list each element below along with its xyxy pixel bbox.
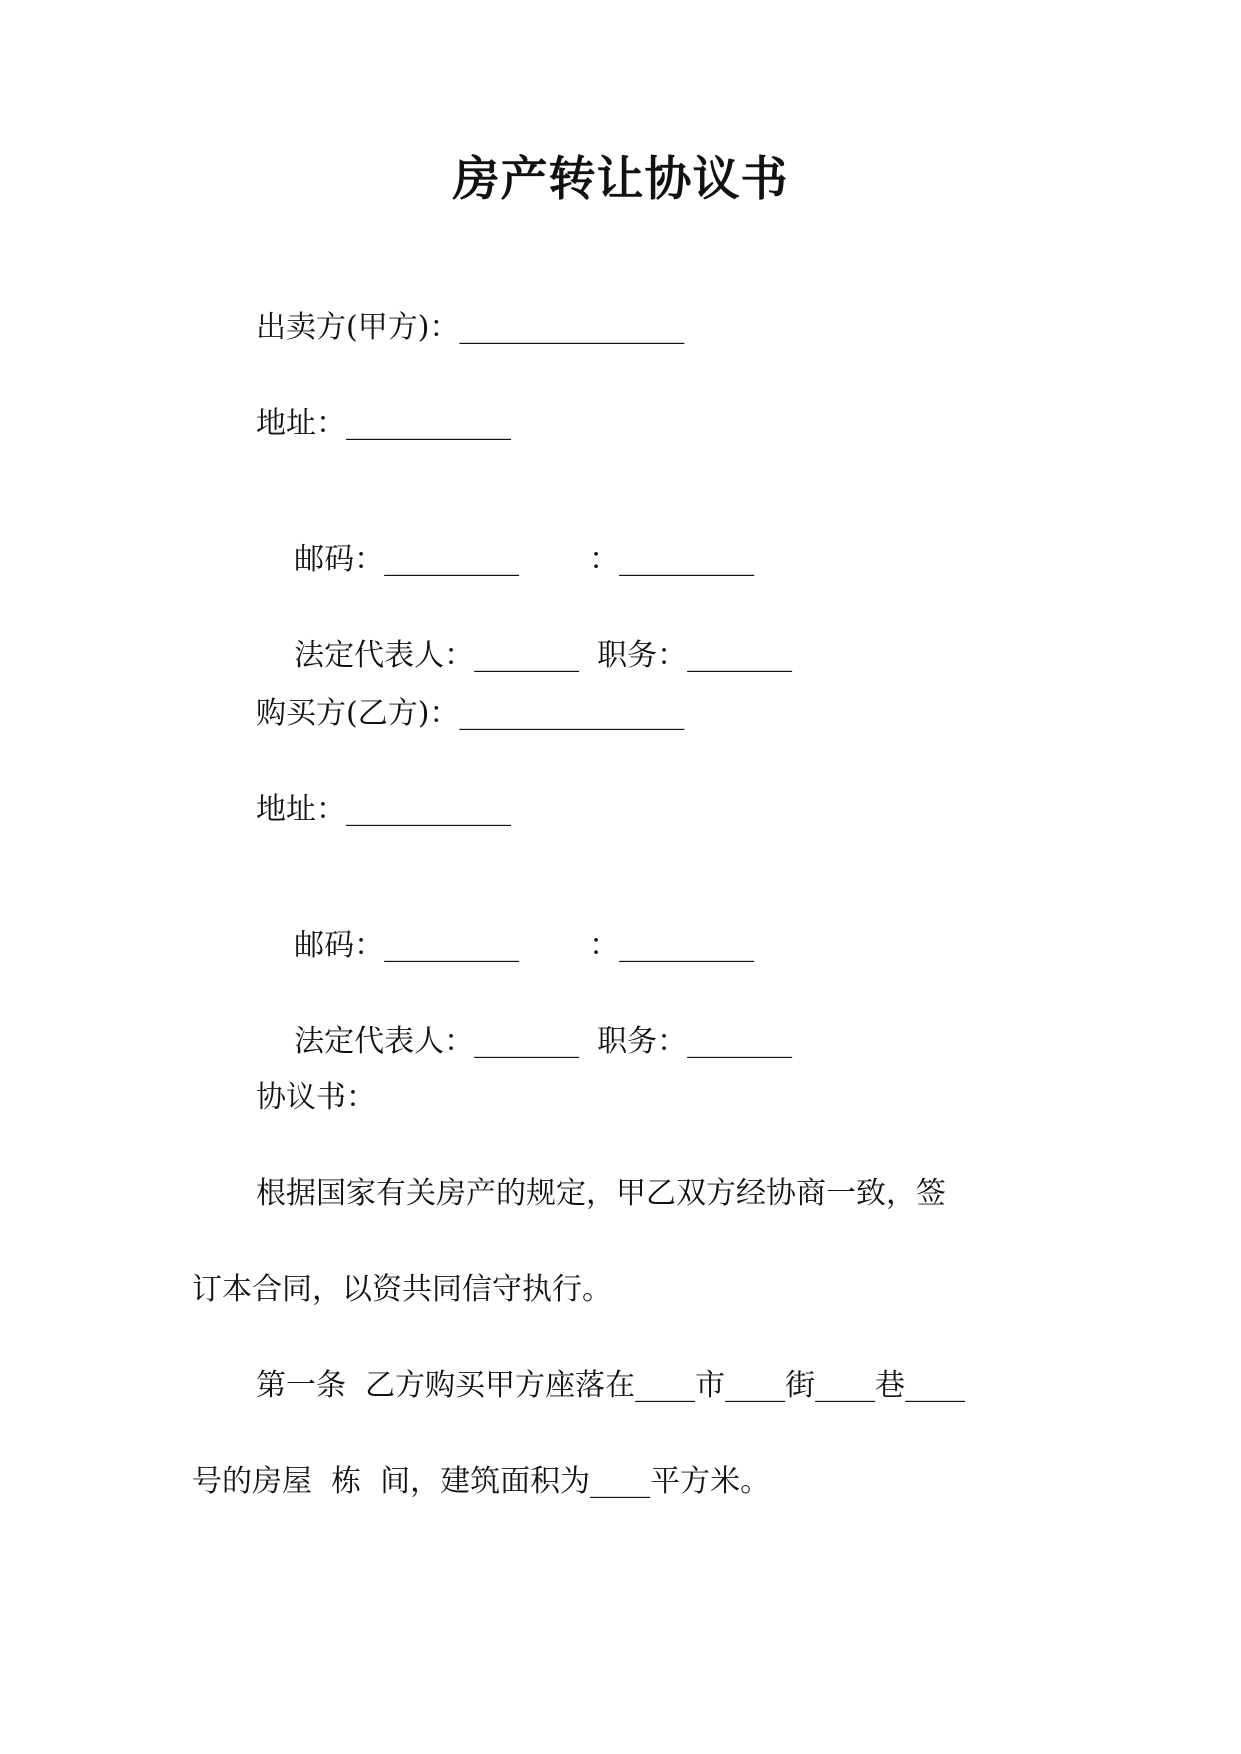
- seller-phone: ：_________: [589, 542, 755, 577]
- buyer-representative: 法定代表人：_______: [294, 1024, 580, 1059]
- article-1-line-1: 第一条 乙方购买甲方座落在____市____街____巷____: [256, 1368, 966, 1403]
- seller-postcode: 邮码：_________: [294, 542, 520, 577]
- seller-position: 职务：_______: [597, 638, 793, 673]
- buyer-address-line: 地址：___________: [256, 792, 511, 827]
- article-1-line-2: 号的房屋 栋 间，建筑面积为____平方米。: [192, 1464, 771, 1499]
- buyer-postcode: 邮码：_________: [294, 928, 520, 963]
- document-title: 房产转让协议书: [452, 152, 789, 207]
- preamble-line-1: 根据国家有关房产的规定，甲乙双方经协商一致，签: [256, 1176, 946, 1211]
- preamble-line-2: 订本合同，以资共同信守执行。: [192, 1272, 612, 1307]
- seller-address-line: 地址：___________: [256, 406, 511, 441]
- buyer-phone: ：_________: [589, 928, 755, 963]
- seller-representative: 法定代表人：_______: [294, 638, 580, 673]
- buyer-party-line: 购买方(乙方)：_______________: [256, 696, 685, 731]
- buyer-position: 职务：_______: [597, 1024, 793, 1059]
- seller-party-line: 出卖方(甲方)：_______________: [256, 310, 685, 345]
- agreement-heading: 协议书：: [256, 1080, 376, 1115]
